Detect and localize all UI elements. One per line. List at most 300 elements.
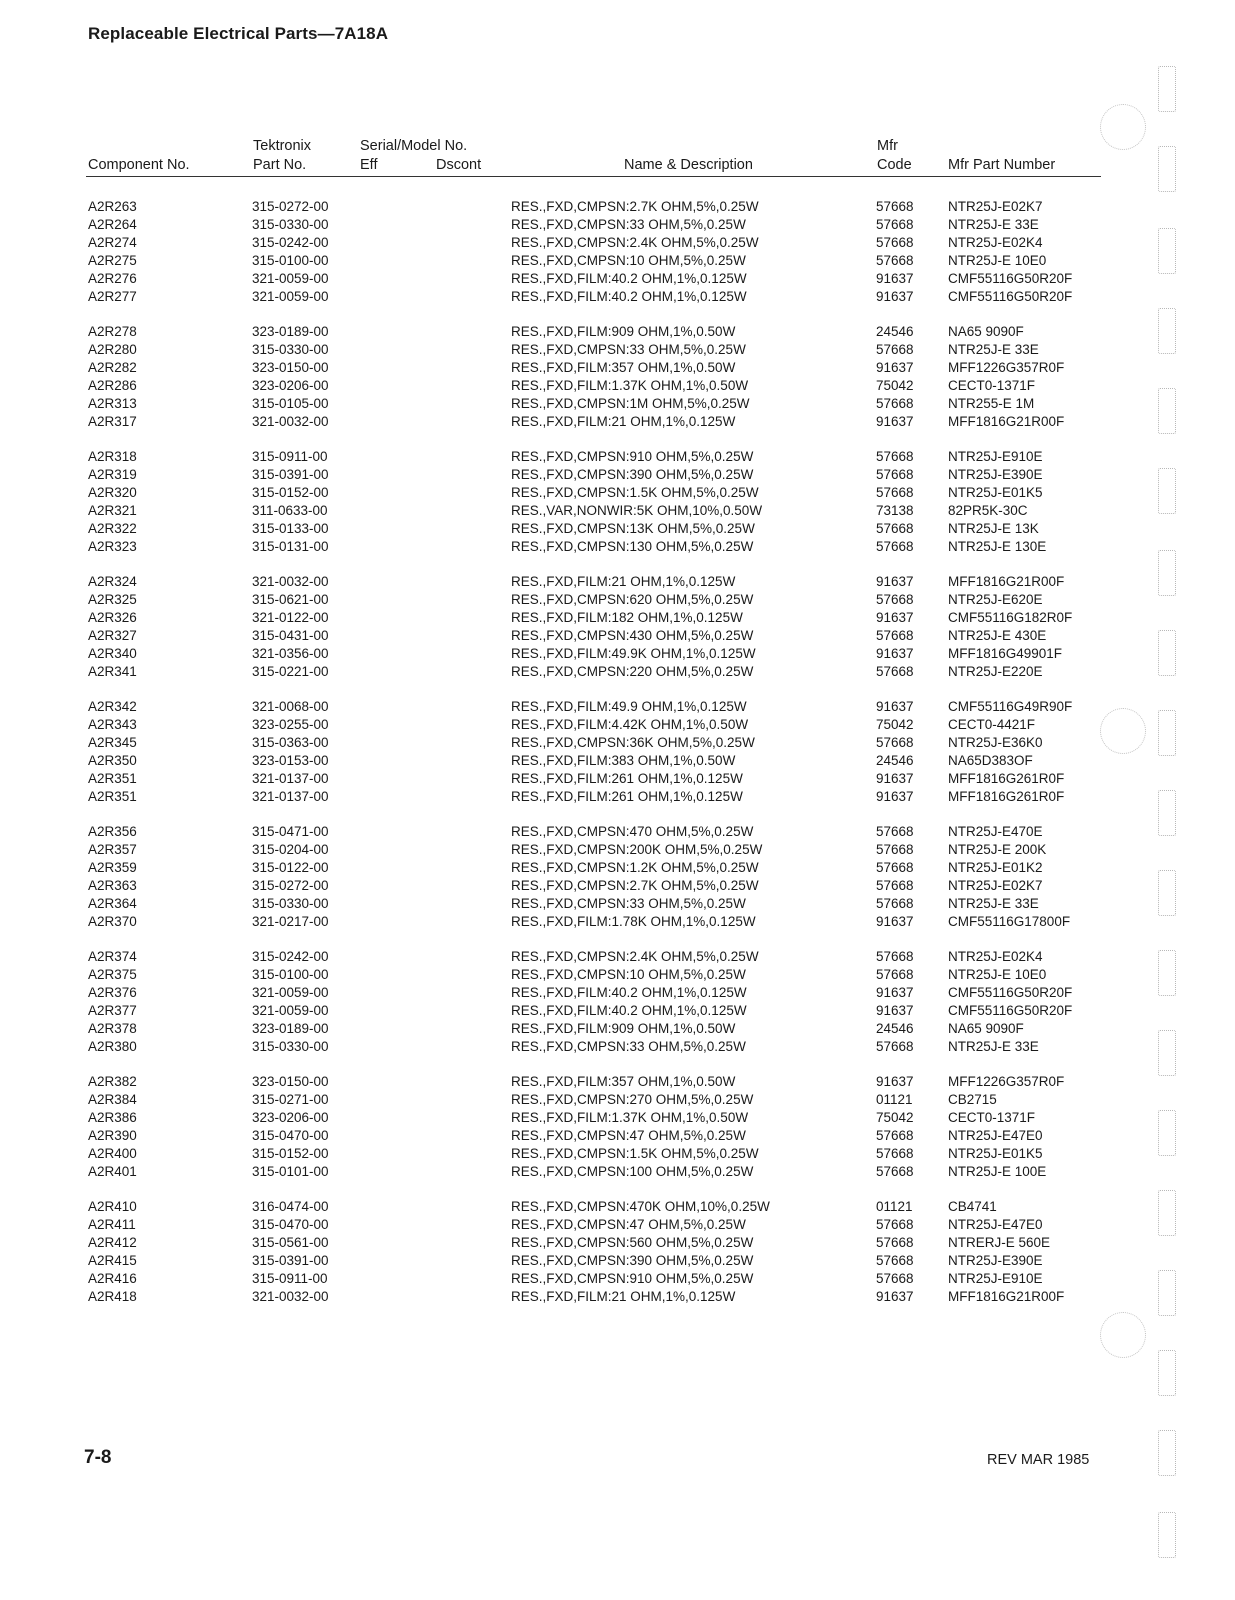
mfr-part-number: NTR25J-E01K5 — [948, 1146, 1043, 1161]
table-row — [0, 752, 1235, 770]
name-description: RES.,FXD,FILM:40.2 OHM,1%,0.125W — [511, 985, 747, 1000]
header-rule — [86, 176, 1101, 177]
mfr-code: 91637 — [876, 289, 914, 304]
part-no: 315-0271-00 — [252, 1092, 329, 1107]
component-no: A2R343 — [88, 717, 137, 732]
name-description: RES.,FXD,FILM:1.78K OHM,1%,0.125W — [511, 914, 756, 929]
punch-hole — [1100, 1312, 1146, 1358]
component-no: A2R282 — [88, 360, 137, 375]
mfr-code: 91637 — [876, 699, 914, 714]
mfr-code: 75042 — [876, 1110, 914, 1125]
mfr-part-number: CMF55116G17800F — [948, 914, 1071, 929]
table-row — [0, 788, 1235, 806]
table-row — [0, 859, 1235, 877]
component-no: A2R412 — [88, 1235, 137, 1250]
mfr-code: 57668 — [876, 878, 914, 893]
component-no: A2R377 — [88, 1003, 137, 1018]
revision-date: REV MAR 1985 — [987, 1452, 1090, 1468]
mfr-part-number: NTR25J-E 430E — [948, 628, 1047, 643]
component-no: A2R280 — [88, 342, 137, 357]
part-no: 315-0391-00 — [252, 1253, 329, 1268]
mfr-part-number: MFF1816G261R0F — [948, 771, 1065, 786]
column-header-code: Code — [877, 157, 912, 173]
page-title: Replaceable Electrical Parts—7A18A — [88, 24, 389, 43]
mfr-part-number: NTR25J-E47E0 — [948, 1128, 1043, 1143]
table-row — [0, 1127, 1235, 1145]
table-row — [0, 1109, 1235, 1127]
mfr-code: 91637 — [876, 985, 914, 1000]
binder-hole — [1158, 550, 1176, 596]
part-no: 315-0471-00 — [252, 824, 329, 839]
part-no: 315-0100-00 — [252, 253, 329, 268]
binder-hole — [1158, 1512, 1176, 1558]
component-no: A2R359 — [88, 860, 137, 875]
mfr-code: 57668 — [876, 967, 914, 982]
component-no: A2R327 — [88, 628, 137, 643]
component-no: A2R415 — [88, 1253, 137, 1268]
mfr-part-number: NTR25J-E02K7 — [948, 878, 1043, 893]
name-description: RES.,FXD,CMPSN:10 OHM,5%,0.25W — [511, 253, 746, 268]
table-row — [0, 1038, 1235, 1056]
name-description: RES.,FXD,CMPSN:1M OHM,5%,0.25W — [511, 396, 750, 411]
table-row — [0, 1198, 1235, 1216]
mfr-part-number: NTR25J-E 33E — [948, 896, 1039, 911]
table-row — [0, 270, 1235, 288]
mfr-code: 57668 — [876, 1217, 914, 1232]
component-no: A2R274 — [88, 235, 137, 250]
part-no: 321-0137-00 — [252, 771, 329, 786]
mfr-part-number: NTR25J-E 200K — [948, 842, 1047, 857]
name-description: RES.,FXD,CMPSN:1.5K OHM,5%,0.25W — [511, 1146, 759, 1161]
mfr-code: 91637 — [876, 610, 914, 625]
binder-hole — [1158, 1030, 1176, 1076]
mfr-part-number: NTR25J-E390E — [948, 467, 1043, 482]
mfr-code: 57668 — [876, 539, 914, 554]
mfr-part-number: MFF1816G49901F — [948, 646, 1063, 661]
table-row — [0, 484, 1235, 502]
component-no: A2R263 — [88, 199, 137, 214]
name-description: RES.,FXD,CMPSN:1.5K OHM,5%,0.25W — [511, 485, 759, 500]
mfr-part-number: CMF55116G50R20F — [948, 271, 1073, 286]
binder-hole — [1158, 710, 1176, 756]
binder-hole — [1158, 308, 1176, 354]
table-row — [0, 1163, 1235, 1181]
component-no: A2R326 — [88, 610, 137, 625]
table-row — [0, 698, 1235, 716]
mfr-part-number: NTR25J-E 10E0 — [948, 253, 1047, 268]
table-row — [0, 841, 1235, 859]
component-no: A2R317 — [88, 414, 137, 429]
table-row — [0, 948, 1235, 966]
table-row — [0, 216, 1235, 234]
part-no: 315-0431-00 — [252, 628, 329, 643]
name-description: RES.,FXD,CMPSN:47 OHM,5%,0.25W — [511, 1128, 746, 1143]
component-no: A2R378 — [88, 1021, 137, 1036]
component-no: A2R356 — [88, 824, 137, 839]
name-description: RES.,FXD,CMPSN:13K OHM,5%,0.25W — [511, 521, 755, 536]
part-no: 321-0137-00 — [252, 789, 329, 804]
name-description: RES.,FXD,CMPSN:200K OHM,5%,0.25W — [511, 842, 763, 857]
part-no: 315-0100-00 — [252, 967, 329, 982]
name-description: RES.,FXD,CMPSN:470K OHM,10%,0.25W — [511, 1199, 770, 1214]
component-no: A2R370 — [88, 914, 137, 929]
component-no: A2R400 — [88, 1146, 137, 1161]
mfr-code: 57668 — [876, 199, 914, 214]
table-row — [0, 716, 1235, 734]
part-no: 315-0272-00 — [252, 878, 329, 893]
parts-table — [0, 198, 1235, 1323]
component-no: A2R364 — [88, 896, 137, 911]
mfr-code: 57668 — [876, 1253, 914, 1268]
name-description: RES.,FXD,CMPSN:47 OHM,5%,0.25W — [511, 1217, 746, 1232]
part-no: 315-0561-00 — [252, 1235, 329, 1250]
binder-hole — [1158, 468, 1176, 514]
component-no: A2R374 — [88, 949, 137, 964]
part-no: 323-0206-00 — [252, 1110, 329, 1125]
name-description: RES.,FXD,CMPSN:270 OHM,5%,0.25W — [511, 1092, 754, 1107]
mfr-part-number: MFF1226G357R0F — [948, 1074, 1065, 1089]
mfr-code: 57668 — [876, 735, 914, 750]
row-group — [0, 573, 1235, 681]
part-no: 315-0122-00 — [252, 860, 329, 875]
mfr-code: 24546 — [876, 1021, 914, 1036]
part-no: 315-0330-00 — [252, 896, 329, 911]
mfr-part-number: CB4741 — [948, 1199, 997, 1214]
mfr-code: 91637 — [876, 771, 914, 786]
table-row — [0, 466, 1235, 484]
mfr-part-number: MFF1226G357R0F — [948, 360, 1065, 375]
name-description: RES.,FXD,CMPSN:130 OHM,5%,0.25W — [511, 539, 754, 554]
table-row — [0, 234, 1235, 252]
component-no: A2R384 — [88, 1092, 137, 1107]
mfr-code: 57668 — [876, 449, 914, 464]
part-no: 321-0217-00 — [252, 914, 329, 929]
name-description: RES.,FXD,CMPSN:33 OHM,5%,0.25W — [511, 217, 746, 232]
mfr-code: 57668 — [876, 896, 914, 911]
mfr-part-number: NTR25J-E01K2 — [948, 860, 1043, 875]
table-row — [0, 645, 1235, 663]
part-no: 323-0189-00 — [252, 324, 329, 339]
mfr-code: 75042 — [876, 378, 914, 393]
row-group — [0, 448, 1235, 556]
mfr-part-number: CMF55116G50R20F — [948, 985, 1073, 1000]
part-no: 321-0059-00 — [252, 271, 329, 286]
mfr-part-number: NTR25J-E 130E — [948, 539, 1047, 554]
part-no: 315-0621-00 — [252, 592, 329, 607]
component-no: A2R357 — [88, 842, 137, 857]
part-no: 315-0363-00 — [252, 735, 329, 750]
table-row — [0, 1288, 1235, 1306]
binder-hole — [1158, 1350, 1176, 1396]
binder-hole — [1158, 950, 1176, 996]
mfr-code: 57668 — [876, 396, 914, 411]
name-description: RES.,FXD,CMPSN:33 OHM,5%,0.25W — [511, 896, 746, 911]
component-no: A2R345 — [88, 735, 137, 750]
component-no: A2R351 — [88, 771, 137, 786]
mfr-part-number: NTR25J-E 33E — [948, 342, 1039, 357]
part-no: 323-0153-00 — [252, 753, 329, 768]
table-row — [0, 1091, 1235, 1109]
part-no: 315-0470-00 — [252, 1217, 329, 1232]
name-description: RES.,FXD,FILM:357 OHM,1%,0.50W — [511, 360, 736, 375]
name-description: RES.,FXD,CMPSN:910 OHM,5%,0.25W — [511, 449, 754, 464]
name-description: RES.,FXD,FILM:40.2 OHM,1%,0.125W — [511, 1003, 747, 1018]
name-description: RES.,FXD,CMPSN:560 OHM,5%,0.25W — [511, 1235, 754, 1250]
column-header-mfr: Mfr — [877, 138, 898, 154]
name-description: RES.,FXD,FILM:182 OHM,1%,0.125W — [511, 610, 743, 625]
part-no: 315-0204-00 — [252, 842, 329, 857]
name-description: RES.,FXD,FILM:1.37K OHM,1%,0.50W — [511, 378, 749, 393]
binder-hole — [1158, 66, 1176, 112]
name-description: RES.,FXD,FILM:40.2 OHM,1%,0.125W — [511, 271, 747, 286]
part-no: 315-0911-00 — [252, 449, 328, 464]
name-description: RES.,FXD,FILM:21 OHM,1%,0.125W — [511, 1289, 736, 1304]
binder-hole — [1158, 146, 1176, 192]
part-no: 315-0152-00 — [252, 485, 329, 500]
name-description: RES.,FXD,CMPSN:2.4K OHM,5%,0.25W — [511, 949, 759, 964]
mfr-part-number: CB2715 — [948, 1092, 997, 1107]
part-no: 321-0059-00 — [252, 985, 329, 1000]
name-description: RES.,FXD,CMPSN:2.7K OHM,5%,0.25W — [511, 878, 759, 893]
table-row — [0, 1216, 1235, 1234]
part-no: 323-0150-00 — [252, 1074, 329, 1089]
table-row — [0, 984, 1235, 1002]
component-no: A2R320 — [88, 485, 137, 500]
row-group — [0, 698, 1235, 806]
binder-hole — [1158, 1190, 1176, 1236]
component-no: A2R321 — [88, 503, 137, 518]
component-no: A2R390 — [88, 1128, 137, 1143]
mfr-part-number: MFF1816G21R00F — [948, 1289, 1065, 1304]
table-row — [0, 823, 1235, 841]
part-no: 323-0255-00 — [252, 717, 329, 732]
mfr-code: 57668 — [876, 824, 914, 839]
mfr-code: 57668 — [876, 1146, 914, 1161]
mfr-part-number: NTR25J-E 33E — [948, 217, 1039, 232]
row-group — [0, 323, 1235, 431]
component-no: A2R323 — [88, 539, 137, 554]
part-no: 315-0221-00 — [252, 664, 329, 679]
mfr-code: 91637 — [876, 271, 914, 286]
mfr-code: 24546 — [876, 324, 914, 339]
mfr-code: 91637 — [876, 789, 914, 804]
component-no: A2R322 — [88, 521, 137, 536]
table-row — [0, 377, 1235, 395]
component-no: A2R275 — [88, 253, 137, 268]
binder-hole — [1158, 790, 1176, 836]
table-row — [0, 877, 1235, 895]
mfr-part-number: CMF55116G50R20F — [948, 289, 1073, 304]
component-no: A2R341 — [88, 664, 137, 679]
part-no: 315-0105-00 — [252, 396, 329, 411]
component-no: A2R418 — [88, 1289, 137, 1304]
name-description: RES.,FXD,FILM:261 OHM,1%,0.125W — [511, 771, 743, 786]
part-no: 315-0911-00 — [252, 1271, 328, 1286]
part-no: 315-0272-00 — [252, 199, 329, 214]
name-description: RES.,FXD,FILM:1.37K OHM,1%,0.50W — [511, 1110, 749, 1125]
mfr-part-number: NTR25J-E02K7 — [948, 199, 1043, 214]
component-no: A2R325 — [88, 592, 137, 607]
table-row — [0, 413, 1235, 431]
table-row — [0, 1002, 1235, 1020]
part-no: 315-0152-00 — [252, 1146, 329, 1161]
table-row — [0, 609, 1235, 627]
mfr-part-number: NTR25J-E910E — [948, 449, 1043, 464]
component-no: A2R350 — [88, 753, 137, 768]
mfr-part-number: MFF1816G21R00F — [948, 574, 1065, 589]
name-description: RES.,FXD,CMPSN:10 OHM,5%,0.25W — [511, 967, 746, 982]
punch-hole — [1100, 708, 1146, 754]
table-row — [0, 770, 1235, 788]
name-description: RES.,FXD,FILM:40.2 OHM,1%,0.125W — [511, 289, 747, 304]
name-description: RES.,FXD,FILM:909 OHM,1%,0.50W — [511, 324, 736, 339]
column-header-eff: Eff — [360, 157, 378, 173]
mfr-code: 91637 — [876, 1074, 914, 1089]
mfr-code: 57668 — [876, 342, 914, 357]
name-description: RES.,FXD,FILM:4.42K OHM,1%,0.50W — [511, 717, 749, 732]
row-group — [0, 1198, 1235, 1306]
mfr-part-number: NTR25J-E 10E0 — [948, 967, 1047, 982]
name-description: RES.,FXD,FILM:49.9 OHM,1%,0.125W — [511, 699, 747, 714]
table-row — [0, 591, 1235, 609]
component-no: A2R340 — [88, 646, 137, 661]
part-no: 311-0633-00 — [252, 503, 328, 518]
mfr-part-number: NTR25J-E 33E — [948, 1039, 1039, 1054]
part-no: 315-0242-00 — [252, 235, 329, 250]
mfr-code: 57668 — [876, 592, 914, 607]
component-no: A2R313 — [88, 396, 137, 411]
table-row — [0, 538, 1235, 556]
table-row — [0, 341, 1235, 359]
component-no: A2R318 — [88, 449, 137, 464]
mfr-code: 57668 — [876, 664, 914, 679]
name-description: RES.,FXD,CMPSN:33 OHM,5%,0.25W — [511, 342, 746, 357]
name-description: RES.,FXD,CMPSN:390 OHM,5%,0.25W — [511, 1253, 754, 1268]
table-row — [0, 1020, 1235, 1038]
mfr-part-number: NA65 9090F — [948, 324, 1024, 339]
mfr-part-number: NA65D383OF — [948, 753, 1033, 768]
component-no: A2R376 — [88, 985, 137, 1000]
name-description: RES.,FXD,CMPSN:36K OHM,5%,0.25W — [511, 735, 755, 750]
mfr-part-number: CECT0-4421F — [948, 717, 1036, 732]
part-no: 315-0131-00 — [252, 539, 329, 554]
binder-hole — [1158, 630, 1176, 676]
table-row — [0, 448, 1235, 466]
part-no: 315-0330-00 — [252, 1039, 329, 1054]
name-description: RES.,FXD,FILM:357 OHM,1%,0.50W — [511, 1074, 736, 1089]
table-row — [0, 359, 1235, 377]
component-no: A2R416 — [88, 1271, 137, 1286]
component-no: A2R277 — [88, 289, 137, 304]
mfr-part-number: 82PR5K-30C — [948, 503, 1028, 518]
part-no: 321-0032-00 — [252, 574, 329, 589]
component-no: A2R342 — [88, 699, 137, 714]
mfr-part-number: MFF1816G261R0F — [948, 789, 1065, 804]
table-row — [0, 252, 1235, 270]
part-no: 315-0133-00 — [252, 521, 329, 536]
mfr-code: 91637 — [876, 414, 914, 429]
mfr-part-number: NTR25J-E390E — [948, 1253, 1043, 1268]
part-no: 315-0330-00 — [252, 217, 329, 232]
table-row — [0, 1234, 1235, 1252]
mfr-code: 57668 — [876, 860, 914, 875]
table-row — [0, 895, 1235, 913]
name-description: RES.,FXD,FILM:383 OHM,1%,0.50W — [511, 753, 736, 768]
part-no: 323-0189-00 — [252, 1021, 329, 1036]
mfr-part-number: CMF55116G49R90F — [948, 699, 1073, 714]
name-description: RES.,FXD,CMPSN:33 OHM,5%,0.25W — [511, 1039, 746, 1054]
component-no: A2R410 — [88, 1199, 137, 1214]
mfr-code: 57668 — [876, 1039, 914, 1054]
binder-hole — [1158, 870, 1176, 916]
name-description: RES.,FXD,CMPSN:2.7K OHM,5%,0.25W — [511, 199, 759, 214]
name-description: RES.,FXD,CMPSN:430 OHM,5%,0.25W — [511, 628, 754, 643]
name-description: RES.,FXD,CMPSN:620 OHM,5%,0.25W — [511, 592, 754, 607]
binder-hole — [1158, 228, 1176, 274]
column-header-name-description: Name & Description — [624, 157, 753, 173]
table-row — [0, 627, 1235, 645]
binder-hole — [1158, 1110, 1176, 1156]
table-row — [0, 1073, 1235, 1091]
table-row — [0, 288, 1235, 306]
table-row — [0, 1145, 1235, 1163]
column-header-serial-model: Serial/Model No. — [360, 138, 468, 154]
component-no: A2R276 — [88, 271, 137, 286]
mfr-code: 57668 — [876, 628, 914, 643]
component-no: A2R264 — [88, 217, 137, 232]
binder-hole — [1158, 388, 1176, 434]
row-group — [0, 823, 1235, 931]
mfr-code: 57668 — [876, 485, 914, 500]
component-no: A2R401 — [88, 1164, 137, 1179]
table-row — [0, 502, 1235, 520]
part-no: 315-0242-00 — [252, 949, 329, 964]
component-no: A2R324 — [88, 574, 137, 589]
mfr-code: 57668 — [876, 1164, 914, 1179]
mfr-code: 57668 — [876, 521, 914, 536]
name-description: RES.,FXD,CMPSN:470 OHM,5%,0.25W — [511, 824, 754, 839]
part-no: 315-0470-00 — [252, 1128, 329, 1143]
mfr-code: 57668 — [876, 1271, 914, 1286]
mfr-part-number: NTR25J-E36K0 — [948, 735, 1043, 750]
name-description: RES.,FXD,FILM:21 OHM,1%,0.125W — [511, 414, 736, 429]
row-group — [0, 948, 1235, 1056]
table-row — [0, 520, 1235, 538]
mfr-part-number: NA65 9090F — [948, 1021, 1024, 1036]
column-header-tektronix: Tektronix — [253, 138, 312, 154]
mfr-part-number: NTR25J-E620E — [948, 592, 1043, 607]
name-description: RES.,FXD,CMPSN:2.4K OHM,5%,0.25W — [511, 235, 759, 250]
mfr-part-number: NTR255-E 1M — [948, 396, 1035, 411]
table-row — [0, 395, 1235, 413]
part-no: 315-0391-00 — [252, 467, 329, 482]
part-no: 323-0150-00 — [252, 360, 329, 375]
mfr-part-number: NTR25J-E01K5 — [948, 485, 1043, 500]
name-description: RES.,FXD,CMPSN:220 OHM,5%,0.25W — [511, 664, 754, 679]
mfr-part-number: NTR25J-E02K4 — [948, 949, 1043, 964]
mfr-code: 75042 — [876, 717, 914, 732]
column-header-dscont: Dscont — [436, 157, 482, 173]
part-no: 321-0068-00 — [252, 699, 329, 714]
binder-hole — [1158, 1430, 1176, 1476]
table-row — [0, 573, 1235, 591]
mfr-part-number: NTR25J-E910E — [948, 1271, 1043, 1286]
mfr-code: 57668 — [876, 1128, 914, 1143]
mfr-code: 01121 — [876, 1092, 913, 1107]
mfr-part-number: CMF55116G182R0F — [948, 610, 1073, 625]
table-row — [0, 734, 1235, 752]
part-no: 321-0356-00 — [252, 646, 329, 661]
